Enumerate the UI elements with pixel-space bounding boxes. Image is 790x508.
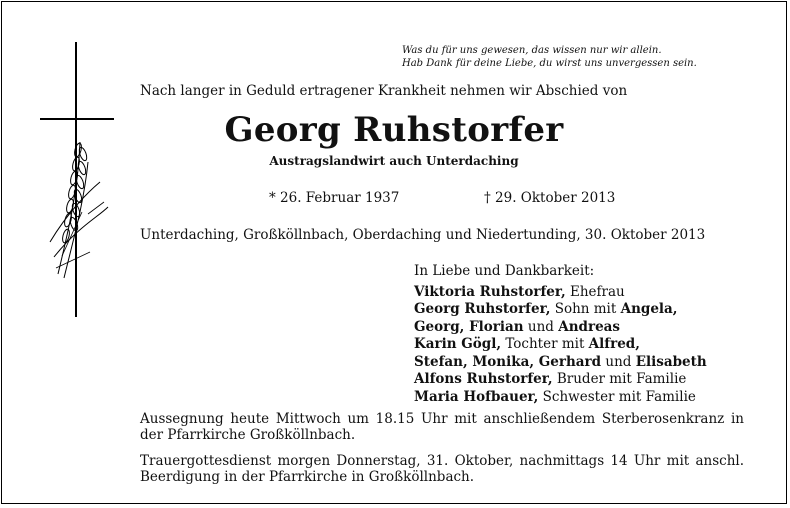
mourner-name: Elisabeth <box>635 353 707 370</box>
mourner-relation: Bruder mit Familie <box>552 371 687 387</box>
requiem-text: Trauergottesdienst morgen Donnerstag, 31. Oktober, nachmittags 14 Uhr mit anschl. Beerdigung in der Pfarrkirche in Großköllnbach. <box>140 453 744 485</box>
mourners-list <box>414 263 707 406</box>
quote-line-1: Was du für uns gewesen, das wissen nur wir allein. <box>402 45 662 56</box>
mourner-name: Alfons Ruhstorfer, <box>414 371 553 387</box>
mourner-relation: Sohn mit <box>550 301 621 317</box>
mourner-name: Georg, Florian <box>414 318 524 335</box>
mourner-name: Maria Hofbauer, <box>414 388 539 405</box>
mourner-line <box>414 301 707 319</box>
mourner-line <box>414 284 707 302</box>
cross-with-wheat-icon <box>38 42 118 322</box>
deceased-subtitle: Austragslandwirt auch Unterdaching <box>269 154 519 168</box>
mourner-name: Karin Gögl, <box>414 336 502 352</box>
mourner-relation: Tochter mit <box>501 336 589 352</box>
deceased-name: Georg Ruhstorfer <box>224 110 564 150</box>
mourner-name: Stefan, Monika, Gerhard <box>414 353 602 370</box>
mourners-heading: In Liebe und Dankbarkeit: <box>414 263 595 279</box>
memorial-quote <box>402 44 697 70</box>
mourner-relation: und <box>601 353 636 370</box>
mourner-relation: und <box>523 318 559 335</box>
mourner-line <box>414 354 707 372</box>
death-date: † 29. Oktober 2013 <box>484 190 616 206</box>
place-and-date: Unterdaching, Großköllnbach, Oberdaching und Niedertunding, 30. Oktober 2013 <box>140 227 706 243</box>
mourner-relation: Ehefrau <box>565 283 625 300</box>
birth-date: * 26. Februar 1937 <box>269 190 400 206</box>
mourner-line <box>414 336 707 354</box>
quote-line-2: Hab Dank für deine Liebe, du wirst uns unvergessen sein. <box>402 58 697 69</box>
mourner-name: Alfred, <box>588 336 640 352</box>
mourner-relation: Schwester mit Familie <box>538 388 696 405</box>
mourner-name: Georg Ruhstorfer, <box>414 301 551 317</box>
mourner-line <box>414 371 707 389</box>
mourner-lines <box>414 284 707 407</box>
service-info <box>140 411 744 495</box>
mourner-name: Andreas <box>558 318 621 335</box>
intro-text: Nach langer in Geduld ertragener Krankheit nehmen wir Abschied von <box>140 83 628 99</box>
mourner-line <box>414 389 707 407</box>
obituary-notice <box>1 1 787 504</box>
mourner-line <box>414 319 707 337</box>
funeral-blessing-text: Aussegnung heute Mittwoch um 18.15 Uhr mit anschließendem Sterberosenkranz in der Pfarrkirche Großköllnbach. <box>140 411 744 443</box>
mourner-name: Angela, <box>620 301 678 317</box>
mourner-name: Viktoria Ruhstorfer, <box>414 283 566 300</box>
